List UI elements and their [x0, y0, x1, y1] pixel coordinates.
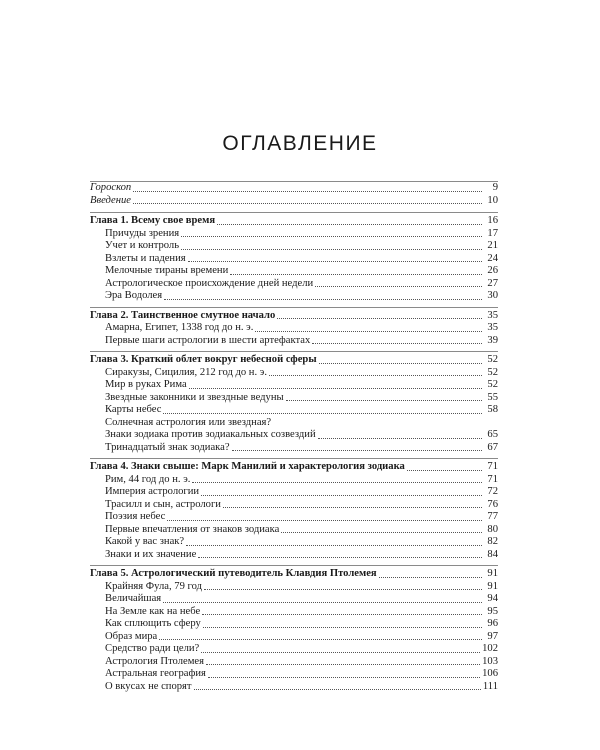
toc-entry-title: Глава 1. Всему свое время: [90, 215, 216, 226]
toc-entry-title: На Земле как на небе: [105, 605, 201, 617]
toc-entry[interactable]: [90, 392, 498, 405]
toc-dot-leader: [269, 375, 482, 376]
toc-dot-leader: [159, 639, 482, 640]
toc-entry-title: Образ мира: [105, 630, 158, 642]
toc-page-number: 39: [487, 334, 498, 346]
toc-page-number: 72: [487, 486, 498, 497]
toc-page-number: 80: [487, 523, 498, 535]
toc-entry[interactable]: [90, 379, 498, 392]
toc-page-number: 91: [487, 568, 498, 579]
toc-page-number: 35: [487, 322, 498, 333]
toc-entry-title: Рим, 44 год до н. э.: [105, 473, 191, 485]
toc-dot-leader: [315, 286, 482, 287]
toc-entry-title: Сиракузы, Сицилия, 212 год до н. э.: [105, 366, 267, 378]
toc-entry[interactable]: [90, 631, 498, 644]
toc-entry-title: Поэзия небес: [105, 511, 166, 522]
page-title: ОГЛАВЛЕНИЕ: [222, 132, 378, 156]
toc-dot-leader: [198, 557, 482, 558]
toc-entry[interactable]: [90, 524, 498, 537]
toc-dot-leader: [167, 520, 482, 521]
toc-entry[interactable]: [90, 278, 498, 291]
toc-page-number: 71: [487, 473, 498, 485]
toc-section: [90, 212, 498, 303]
toc-page-number: 71: [487, 461, 498, 472]
toc-dot-leader: [201, 495, 482, 496]
toc-entry-title: Трасилл и сын, астрологи: [105, 498, 221, 510]
toc-entry-title: Первые впечатления от знаков зодиака: [105, 523, 280, 535]
toc-entry-title: Империя астрологии: [105, 486, 200, 497]
toc-page-number: 76: [487, 498, 498, 510]
toc-page-number: 35: [487, 309, 498, 321]
toc-page-number: 26: [487, 265, 498, 276]
toc-page-number: 67: [487, 441, 498, 453]
toc-dot-leader: [312, 343, 482, 344]
toc-entry-title: Учет и контроль: [105, 240, 180, 251]
toc-entry[interactable]: [90, 367, 498, 380]
toc-dot-leader: [163, 413, 482, 414]
toc-page-number: 24: [487, 252, 498, 264]
toc-entry-title: Мир в руках Рима: [105, 379, 187, 390]
toc-page-number: 96: [487, 618, 498, 629]
toc-dot-leader: [133, 203, 482, 204]
toc-entry-title: Амарна, Египет, 1338 год до н. э.: [105, 322, 254, 333]
toc-entry-title: Причуды зрения: [105, 227, 180, 239]
toc-page-number: 65: [487, 429, 498, 440]
toc-section: [90, 458, 498, 561]
toc-entry-title: Как сплющить сферу: [105, 618, 201, 629]
toc-dot-leader: [181, 249, 482, 250]
toc-entry-title: Введение: [90, 194, 131, 206]
toc-entry-title: Средство ради цели?: [105, 643, 200, 654]
toc-dot-leader: [186, 545, 482, 546]
toc-entry[interactable]: [90, 429, 498, 442]
toc-page-number: 84: [487, 548, 498, 560]
toc-dot-leader: [188, 261, 482, 262]
toc-entry[interactable]: [90, 618, 498, 631]
toc-page-number: 94: [487, 593, 498, 604]
toc-entry-title: Взлеты и падения: [105, 252, 186, 264]
toc-page-number: 10: [487, 194, 498, 206]
toc-entry[interactable]: [90, 240, 498, 253]
toc-page-number: 103: [482, 655, 498, 667]
toc-dot-leader: [189, 388, 482, 389]
toc-entry-title: Астральная география: [105, 668, 206, 679]
toc-dot-leader: [204, 589, 482, 590]
toc-entry[interactable]: [90, 511, 498, 524]
toc-dot-leader: [286, 400, 482, 401]
toc-dot-leader: [318, 438, 482, 439]
toc-entry-title: Карты небес: [105, 404, 162, 415]
toc-chapter-entry[interactable]: [90, 354, 498, 367]
toc-page-number: 17: [487, 227, 498, 239]
toc-entry-title: Гороскоп: [90, 182, 132, 193]
toc-entry-title: Первые шаги астрологии в шести артефактах: [105, 334, 311, 346]
toc-entry[interactable]: [90, 265, 498, 278]
toc-page-number: 52: [487, 366, 498, 378]
toc-page-number: 21: [487, 240, 498, 251]
toc-chapter-entry[interactable]: [90, 461, 498, 474]
toc-page-number: 91: [487, 580, 498, 592]
toc-entry[interactable]: [90, 404, 498, 417]
table-of-contents: [90, 181, 498, 697]
toc-entry[interactable]: [90, 681, 498, 694]
toc-page-number: 52: [487, 379, 498, 390]
toc-entry-title: Величайшая: [105, 593, 162, 604]
toc-page-number: 106: [482, 668, 498, 679]
toc-section: [90, 181, 498, 207]
toc-dot-leader: [206, 664, 480, 665]
toc-dot-leader: [201, 652, 480, 653]
toc-entry-title: Тринадцатый знак зодиака?: [105, 441, 230, 453]
toc-entry[interactable]: [90, 549, 498, 562]
toc-page-number: 9: [492, 182, 498, 193]
toc-page-number: 95: [487, 605, 498, 617]
toc-dot-leader: [255, 331, 482, 332]
toc-dot-leader: [281, 532, 482, 533]
toc-entry[interactable]: [90, 499, 498, 512]
toc-entry[interactable]: [90, 335, 498, 348]
toc-section: [90, 351, 498, 454]
toc-entry[interactable]: [90, 643, 498, 656]
toc-dot-leader: [223, 507, 482, 508]
toc-dot-leader: [181, 236, 482, 237]
toc-entry[interactable]: [90, 656, 498, 669]
toc-entry[interactable]: [90, 322, 498, 335]
toc-page-number: 58: [487, 404, 498, 415]
toc-dot-leader: [230, 274, 482, 275]
toc-dot-leader: [202, 614, 482, 615]
toc-section: [90, 307, 498, 348]
toc-entry-title: Знаки и их значение: [105, 548, 197, 560]
toc-entry-title: О вкусах не спорят: [105, 680, 192, 692]
toc-page-number: 77: [487, 511, 498, 522]
toc-entry-title: Глава 2. Таинственное смутное начало: [90, 309, 276, 321]
toc-page-number: 102: [482, 643, 498, 654]
toc-entry-title: Глава 3. Краткий облет вокруг небесной сферы: [90, 354, 317, 365]
toc-entry-title: Какой у вас знак?: [105, 536, 185, 547]
toc-entry[interactable]: [90, 474, 498, 487]
toc-chapter-entry[interactable]: [90, 568, 498, 581]
toc-dot-leader: [208, 677, 480, 678]
toc-entry-title: Эра Водолея: [105, 290, 163, 301]
toc-dot-leader: [232, 450, 482, 451]
toc-entry-title: Глава 5. Астрологический путеводитель Клавдия Птолемея: [90, 568, 377, 579]
toc-entry[interactable]: [90, 182, 498, 195]
toc-dot-leader: [379, 577, 482, 578]
toc-page-number: 16: [487, 215, 498, 226]
toc-entry[interactable]: [90, 581, 498, 594]
toc-dot-leader: [133, 191, 482, 192]
toc-entry-title: Мелочные тираны времени: [105, 265, 229, 276]
toc-page-number: 52: [487, 354, 498, 365]
toc-entry[interactable]: [90, 606, 498, 619]
toc-entry[interactable]: [90, 668, 498, 681]
toc-entry-title: Знаки зодиака против зодиакальных созвездий: [105, 429, 316, 440]
toc-dot-leader: [277, 318, 482, 319]
toc-page-number: 97: [487, 630, 498, 642]
toc-entry[interactable]: [90, 593, 498, 606]
toc-entry[interactable]: [90, 195, 498, 208]
toc-chapter-entry[interactable]: [90, 215, 498, 228]
toc-dot-leader: [203, 627, 482, 628]
toc-entry[interactable]: [90, 228, 498, 241]
toc-page-number: 55: [487, 391, 498, 403]
toc-entry[interactable]: [90, 536, 498, 549]
toc-entry-title: Астрологическое происхождение дней недели: [105, 277, 314, 289]
toc-entry[interactable]: [90, 486, 498, 499]
toc-dot-leader: [164, 299, 482, 300]
toc-entry-title: Звездные законники и звездные ведуны: [105, 391, 284, 403]
toc-dot-leader: [407, 470, 482, 471]
toc-entry-title: Солнечная астрология или звездная?: [105, 416, 272, 428]
toc-chapter-entry[interactable]: [90, 310, 498, 323]
toc-page-number: 111: [482, 680, 498, 692]
toc-entry-title: Астрология Птолемея: [105, 655, 204, 667]
toc-page-number: 30: [487, 290, 498, 301]
toc-entry[interactable]: [90, 417, 498, 430]
toc-entry[interactable]: [90, 290, 498, 303]
toc-dot-leader: [194, 689, 481, 690]
toc-entry-title: Крайняя Фула, 79 год: [105, 580, 202, 592]
toc-page-number: 27: [487, 277, 498, 289]
toc-entry[interactable]: [90, 442, 498, 455]
toc-dot-leader: [163, 602, 482, 603]
toc-dot-leader: [217, 224, 482, 225]
toc-dot-leader: [319, 363, 482, 364]
toc-section: [90, 565, 498, 693]
toc-entry-title: Глава 4. Знаки свыше: Марк Манилий и характерология зодиака: [90, 461, 405, 472]
toc-dot-leader: [192, 482, 482, 483]
toc-page-number: 82: [487, 536, 498, 547]
toc-entry[interactable]: [90, 253, 498, 266]
